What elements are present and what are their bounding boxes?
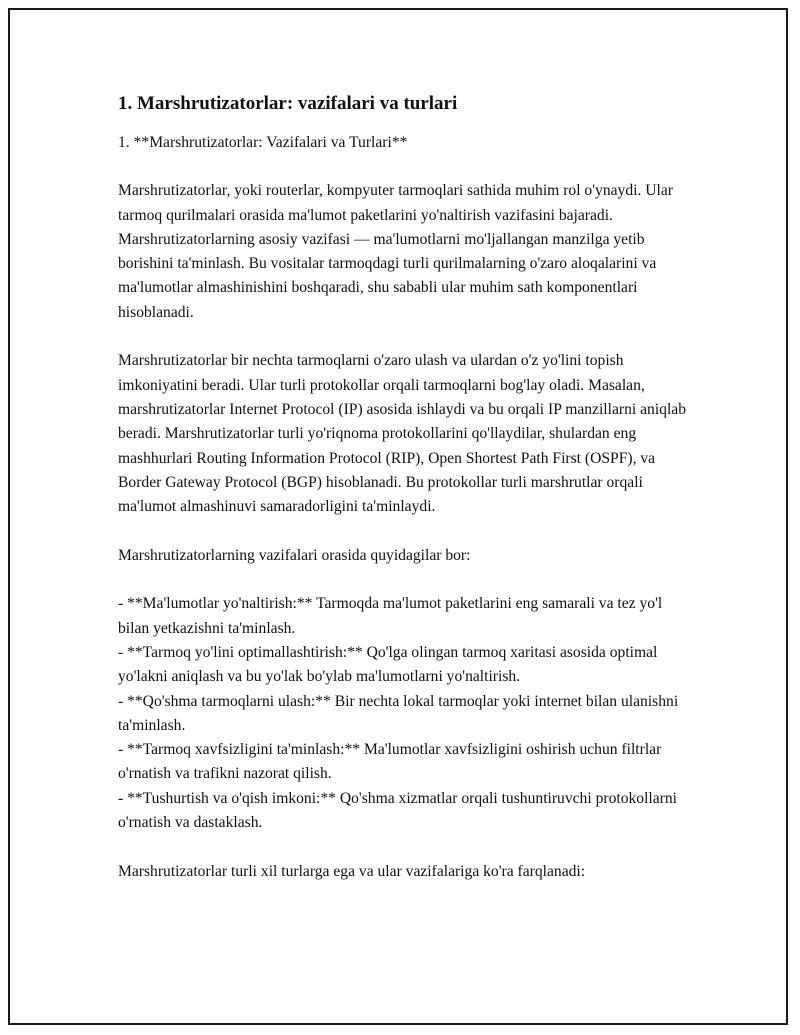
functions-list [118,592,693,835]
document-body [118,92,693,884]
list-item: - **Qo'shma tarmoqlarni ulash:** Bir nechta lokal tarmoqlar yoki internet bilan ulanishni ta'minlash. [118,692,679,734]
list-item: - **Tarmoq xavfsizligini ta'minlash:** Ma'lumotlar xavfsizligini oshirish uchun filtrlar o'rnatish va trafikni nazorat qilish. [118,741,662,783]
paragraph-types-lead: Marshrutizatorlar turli xil turlarga ega va ular vazifalariga ko'ra farqlanadi: [118,862,586,880]
document-subtitle: 1. **Marshrutizatorlar: Vazifalari va Turlari** [118,133,408,151]
list-item: - **Tushurtish va o'qish imkoni:** Qo'shma xizmatlar orqali tushuntiruvchi protokollarni o'rnatish va dastaklash. [118,789,678,831]
document-title: 1. Marshrutizatorlar: vazifalari va turlari [118,93,458,114]
list-item: - **Tarmoq yo'lini optimallashtirish:** Qo'lga olingan tarmoq xaritasi asosida optimal yo'lakni aniqlash va bu yo'lak bo'ylab ma'lumotlarni yo'naltirish. [118,643,658,686]
paragraph-functions-lead: Marshrutizatorlarning vazifalari orasida quyidagilar bor: [118,546,471,564]
paragraph-protocols: Marshrutizatorlar bir nechta tarmoqlarni o'zaro ulash va ulardan o'z yo'lini topish imkoniyatini beradi. Ular turli protokollar orqali tarmoqlarni bog'lay oladi. Masalan, marshrutizatorlar Internet Protocol (IP) asosida ishlaydi va bu orqali IP manzillarni aniqlab beradi. Marshrutizatorlar turli yo'riqnoma protokollarini qo'llaydilar, shulardan eng mashhurlari Routing Information Protocol (RIP), Open Shortest Path First (OSPF), va Border Gateway Protocol (BGP) hisoblanadi. Bu protokollar turli marshrutlar orqali ma'lumot almashinuvi samaradorligini ta'minlaydi. [118,352,686,516]
paragraph-intro: Marshrutizatorlar, yoki routerlar, kompyuter tarmoqlari sathida muhim rol o'ynaydi. Ular tarmoq qurilmalari orasida ma'lumot paketlarini yo'naltirish vazifasini bajaradi. Marshrutizatorlarning asosiy vazifasi — ma'lumotlarni mo'ljallangan manzilga yetib borishini ta'minlash. Bu vositalar tarmoqdagi turli qurilmalarning o'zaro aloqalarini va ma'lumotlar almashinishini boshqaradi, shu sababli ular muhim sath komponentlari hisoblanadi. [118,182,673,321]
list-item: - **Ma'lumotlar yo'naltirish:** Tarmoqda ma'lumot paketlarini eng samarali va tez yo'l bilan yetkazishni ta'minlash. [118,595,663,637]
